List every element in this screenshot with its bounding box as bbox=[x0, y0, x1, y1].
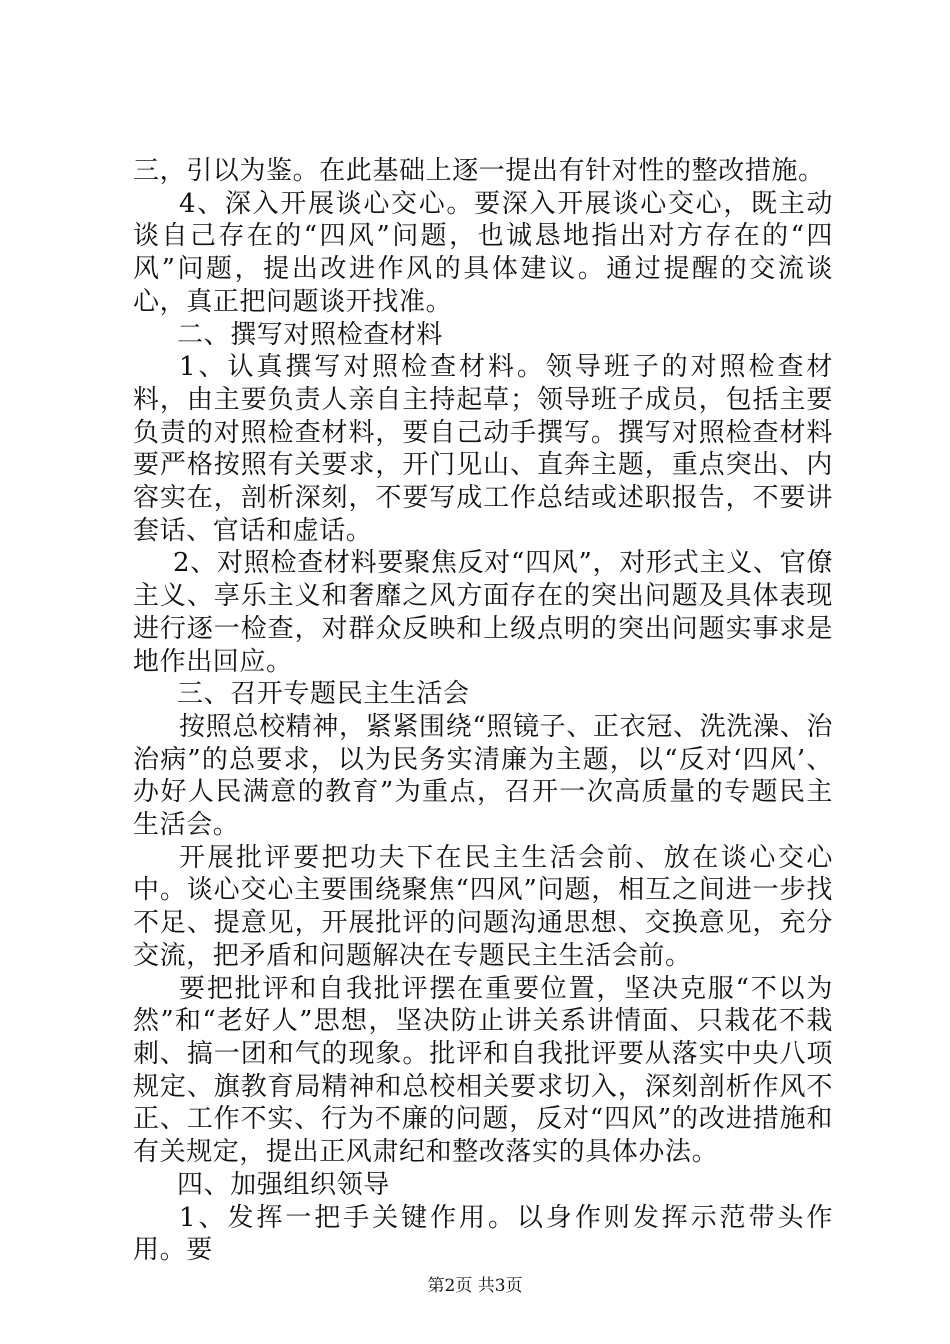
paragraph-section2-item-1: 1、认真撰写对照检查材料。领导班子的对照检查材料，由主要负责人亲自主持起草；领导班子成员，包括主要负责的对照检查材料，要自己动手撰写。撰写对照检查材料要严格按照有关要求，开门见山、直奔主题，重点突出、内容实在，剖析深刻，不要写成工作总结或述职报告，不要讲套话、官话和虚话。 bbox=[133, 352, 833, 546]
paragraph-section3-3: 要把批评和自我批评摆在重要位置，坚决克服“不以为然”和“老好人”思想，坚决防止讲关系讲情面、只栽花不栽刺、搞一团和气的现象。批评和自我批评要从落实中央八项规定、旗教育局精神和总校相关要求切入，深刻剖析作风不正、工作不实、行为不廉的问题，反对“四风”的改进措施和有关规定，提出正风肃纪和整改落实的具体办法。 bbox=[133, 973, 833, 1168]
paragraph-section3-2: 开展批评要把功夫下在民主生活会前、放在谈心交心中。谈心交心主要围绕聚焦“四风”问题，相互之间进一步找不足、提意见，开展批评的问题沟通思想、交换意见，充分交流，把矛盾和问题解决在专题民主生活会前。 bbox=[133, 842, 833, 971]
page-footer: 第2页 共3页 bbox=[427, 1276, 523, 1296]
paragraph-section4-item-1: 1、发挥一把手关键作用。以身作则发挥示范带头作用。要 bbox=[133, 1202, 833, 1266]
paragraph-item-4: 4、深入开展谈心交心。要深入开展谈心交心，既主动谈自己存在的“四风”问题，也诚恳地指出对方存在的“四风”问题，提出改进作风的具体建议。通过提醒的交流谈心，真正把问题谈开找准。 bbox=[133, 188, 833, 317]
paragraph-section3-1: 按照总校精神，紧紧围绕“照镜子、正衣冠、洗洗澡、治治病”的总要求，以为民务实清廉为主题，以“反对‘四风’、办好人民满意的教育”为重点，召开一次高质量的专题民主生活会。 bbox=[133, 711, 833, 841]
section-heading-2: 二、撰写对照检查材料 bbox=[177, 319, 444, 350]
section-heading-3: 三、召开专题民主生活会 bbox=[177, 679, 470, 710]
paragraph-continuation: 三，引以为鉴。在此基础上逐一提出有针对性的整改措施。 bbox=[133, 156, 825, 186]
paragraph-section2-item-2: 2、对照检查材料要聚焦反对“四风”，对形式主义、官僚主义、享乐主义和奢靡之风方面存在的突出问题及具体表现进行逐一检查，对群众反映和上级点明的突出问题实事求是地作出回应。 bbox=[133, 548, 833, 677]
section-heading-4: 四、加强组织领导 bbox=[177, 1169, 390, 1200]
document-body bbox=[133, 155, 833, 1267]
